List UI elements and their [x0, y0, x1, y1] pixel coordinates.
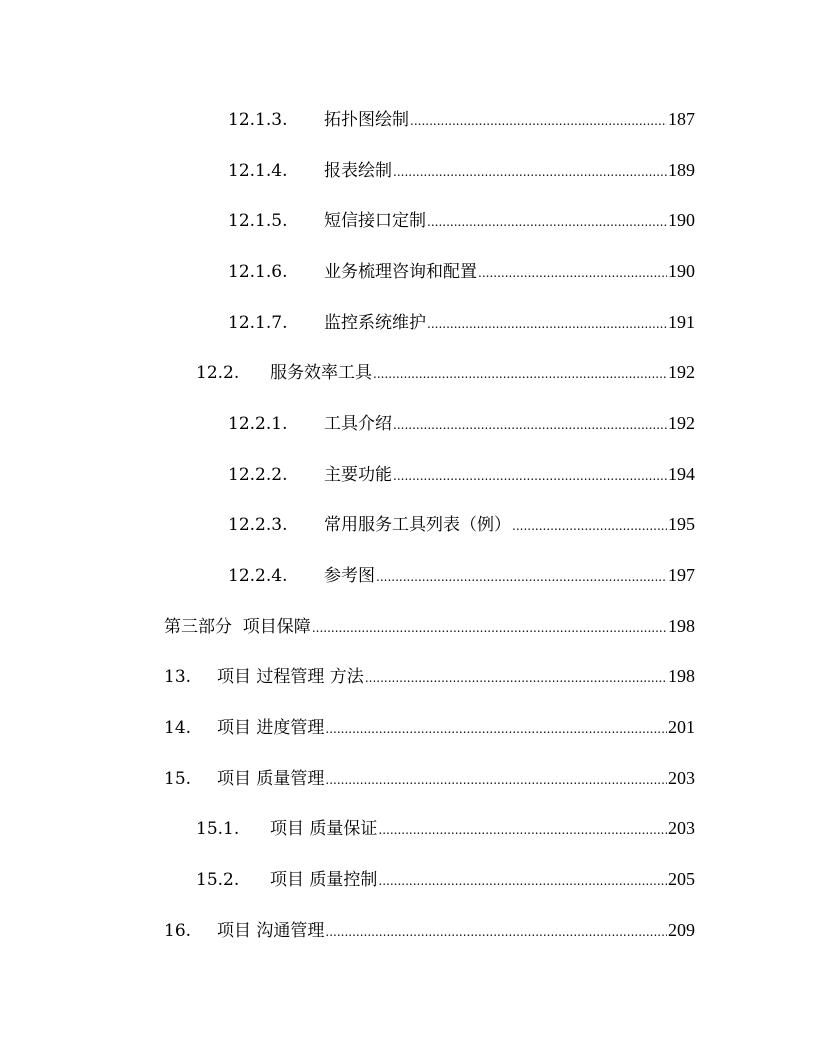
- toc-entry-page: 201: [668, 717, 695, 737]
- toc-entry-number: 13.: [164, 667, 192, 687]
- toc-entry-page: 190: [668, 261, 695, 281]
- dot-leader: [427, 309, 667, 339]
- toc-entry-page: 209: [668, 920, 695, 940]
- dot-leader: [512, 511, 667, 541]
- toc-entry-title: 项目 质量保证: [270, 819, 378, 839]
- dot-leader: [393, 157, 667, 187]
- toc-entry[interactable]: [228, 459, 695, 489]
- toc-entry-number: 12.1.5.: [228, 211, 288, 231]
- dot-leader: [427, 207, 667, 237]
- toc-entry-title: 项目 质量管理: [217, 769, 325, 789]
- toc-entry-title: 短信接口定制: [324, 211, 426, 231]
- toc-entry-title: 项目 进度管理: [217, 718, 325, 738]
- toc-entry[interactable]: [228, 408, 695, 438]
- dot-leader: [325, 917, 667, 947]
- toc-entry-title: 服务效率工具: [270, 363, 372, 383]
- toc-entry-title: 监控系统维护: [324, 313, 426, 333]
- toc-entry-title: 第三部分 项目保障: [164, 617, 311, 637]
- toc-entry-page: 194: [668, 464, 695, 484]
- toc-entry-page: 198: [668, 616, 695, 636]
- dot-leader: [325, 765, 667, 795]
- toc-entry-number: 12.1.3.: [228, 110, 288, 130]
- toc-entry-number: 16.: [164, 921, 192, 941]
- dot-leader: [378, 866, 667, 896]
- toc-entry-number: 12.1.7.: [228, 313, 288, 333]
- toc-entry[interactable]: [164, 611, 695, 641]
- toc-entry-title: 项目 质量控制: [270, 870, 378, 890]
- toc-entry-number: 12.2.4.: [228, 566, 288, 586]
- toc-entry-page: 190: [668, 210, 695, 230]
- toc-entry-page: 198: [668, 666, 695, 686]
- toc-entry-title: 拓扑图绘制: [324, 110, 409, 130]
- dot-leader: [373, 359, 667, 389]
- toc-entry-number: 12.2.: [196, 363, 240, 383]
- toc-entry-page: 191: [668, 312, 695, 332]
- dot-leader: [393, 461, 667, 491]
- toc-entry[interactable]: [164, 763, 695, 793]
- toc-entry-number: 15.2.: [196, 870, 240, 890]
- toc-entry-title: 参考图: [324, 566, 375, 586]
- toc-entry-page: 203: [668, 818, 695, 838]
- toc-entry-page: 192: [668, 362, 695, 382]
- dot-leader: [410, 106, 667, 136]
- toc-entry[interactable]: [196, 813, 695, 843]
- toc-entry[interactable]: [228, 509, 695, 539]
- toc-entry[interactable]: [228, 205, 695, 235]
- toc-entry-title: 报表绘制: [324, 161, 392, 181]
- toc-entry-page: 192: [668, 413, 695, 433]
- toc-entry-number: 12.2.2.: [228, 465, 288, 485]
- toc-entry-number: 12.2.1.: [228, 414, 288, 434]
- toc-entry[interactable]: [196, 864, 695, 894]
- dot-leader: [325, 714, 667, 744]
- toc-entry-title: 常用服务工具列表（例）: [324, 515, 511, 535]
- toc-entry-title: 项目 沟通管理: [217, 921, 325, 941]
- toc-entry[interactable]: [228, 155, 695, 185]
- toc-entry-number: 14.: [164, 718, 192, 738]
- toc-entry[interactable]: [228, 560, 695, 590]
- toc-entry[interactable]: [196, 357, 695, 387]
- toc-entry[interactable]: [164, 915, 695, 945]
- toc-entry-title: 主要功能: [324, 465, 392, 485]
- toc-entry[interactable]: [164, 712, 695, 742]
- dot-leader: [365, 663, 667, 693]
- dot-leader: [393, 410, 667, 440]
- toc-entry[interactable]: [228, 104, 695, 134]
- toc-entry-page: 187: [668, 109, 695, 129]
- toc-entry[interactable]: [228, 256, 695, 286]
- toc-entry-number: 12.2.3.: [228, 515, 288, 535]
- toc-entry-number: 15.1.: [196, 819, 240, 839]
- toc-entry-page: 205: [668, 869, 695, 889]
- toc-entry-page: 195: [668, 514, 695, 534]
- dot-leader: [478, 258, 667, 288]
- toc-entry-number: 15.: [164, 769, 192, 789]
- toc-entry[interactable]: [228, 307, 695, 337]
- toc-entry-title: 工具介绍: [324, 414, 392, 434]
- dot-leader: [378, 815, 667, 845]
- dot-leader: [376, 562, 667, 592]
- toc-entry-title: 业务梳理咨询和配置: [324, 262, 477, 282]
- toc-entry-page: 189: [668, 160, 695, 180]
- toc-entry-page: 203: [668, 768, 695, 788]
- dot-leader: [312, 613, 667, 643]
- toc-entry-number: 12.1.6.: [228, 262, 288, 282]
- toc-entry-title: 项目 过程管理 方法: [217, 667, 364, 687]
- toc-entry-page: 197: [668, 565, 695, 585]
- toc-entry[interactable]: [164, 661, 695, 691]
- toc-entry-number: 12.1.4.: [228, 161, 288, 181]
